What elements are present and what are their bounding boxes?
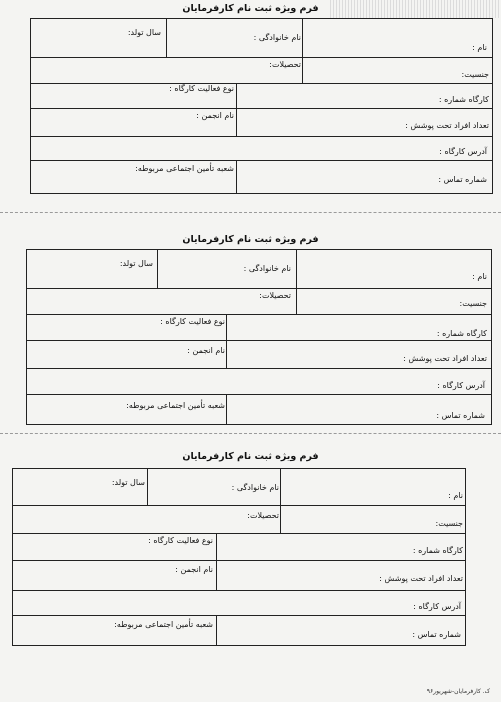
form-table [30,18,493,194]
insurance-branch-label: شعبه تأمین اجتماعی مربوطه: [114,620,213,629]
activity-type-label: نوع فعالیت کارگاه : [148,536,213,545]
name-label: نام : [448,491,463,500]
union-name-label: نام انجمن : [196,111,234,120]
gender-label: جنسیت: [459,299,487,308]
union-name-label: نام انجمن : [175,565,213,574]
insured-count-label: تعداد افراد تحت پوشش : [379,574,463,583]
cut-line-1 [0,212,501,213]
insured-count-label: تعداد افراد تحت پوشش : [403,354,487,363]
contact-no-label: شماره تماس : [436,411,485,420]
name-label: نام : [472,272,487,281]
insurance-branch-label: شعبه تأمین اجتماعی مربوطه: [135,164,234,173]
birth-year-label: سال تولد: [111,478,145,487]
workshop-address-label: آدرس کارگاه : [437,381,485,390]
birth-year-label: سال تولد: [119,259,153,268]
workshop-no-label: کارگاه شماره : [438,95,489,104]
name-label: نام : [472,43,487,52]
form-title: فرم ویژه ثبت نام کارفرمایان [182,3,319,14]
form-title: فرم ویژه ثبت نام کارفرمایان [182,451,319,462]
activity-type-label: نوع فعالیت کارگاه : [169,84,234,93]
family-label: نام خانوادگی : [253,33,301,42]
workshop-no-label: کارگاه شماره : [412,546,463,555]
contact-no-label: شماره تماس : [412,630,461,639]
cut-line-2 [0,433,501,434]
education-label: تحصیلات: [269,60,301,69]
gender-label: جنسیت: [435,519,463,528]
workshop-no-label: کارگاه شماره : [436,329,487,338]
form-title: فرم ویژه ثبت نام کارفرمایان [182,234,319,245]
workshop-address-label: آدرس کارگاه : [439,147,487,156]
contact-no-label: شماره تماس : [438,175,487,184]
union-name-label: نام انجمن : [187,346,225,355]
form-table [12,468,466,646]
insured-count-label: تعداد افراد تحت پوشش : [405,121,489,130]
gender-label: جنسیت: [461,70,489,79]
workshop-address-label: آدرس کارگاه : [413,602,461,611]
birth-year-label: سال تولد: [127,28,161,37]
education-label: تحصیلات: [259,291,291,300]
insurance-branch-label: شعبه تأمین اجتماعی مربوطه: [126,401,225,410]
family-label: نام خانوادگی : [243,264,291,273]
education-label: تحصیلات: [247,511,279,520]
family-label: نام خانوادگی : [231,483,279,492]
activity-type-label: نوع فعالیت کارگاه : [160,317,225,326]
footer-note: ک. کارفرمایان-شهریور۹۶ [426,688,490,695]
form-table [26,249,492,425]
